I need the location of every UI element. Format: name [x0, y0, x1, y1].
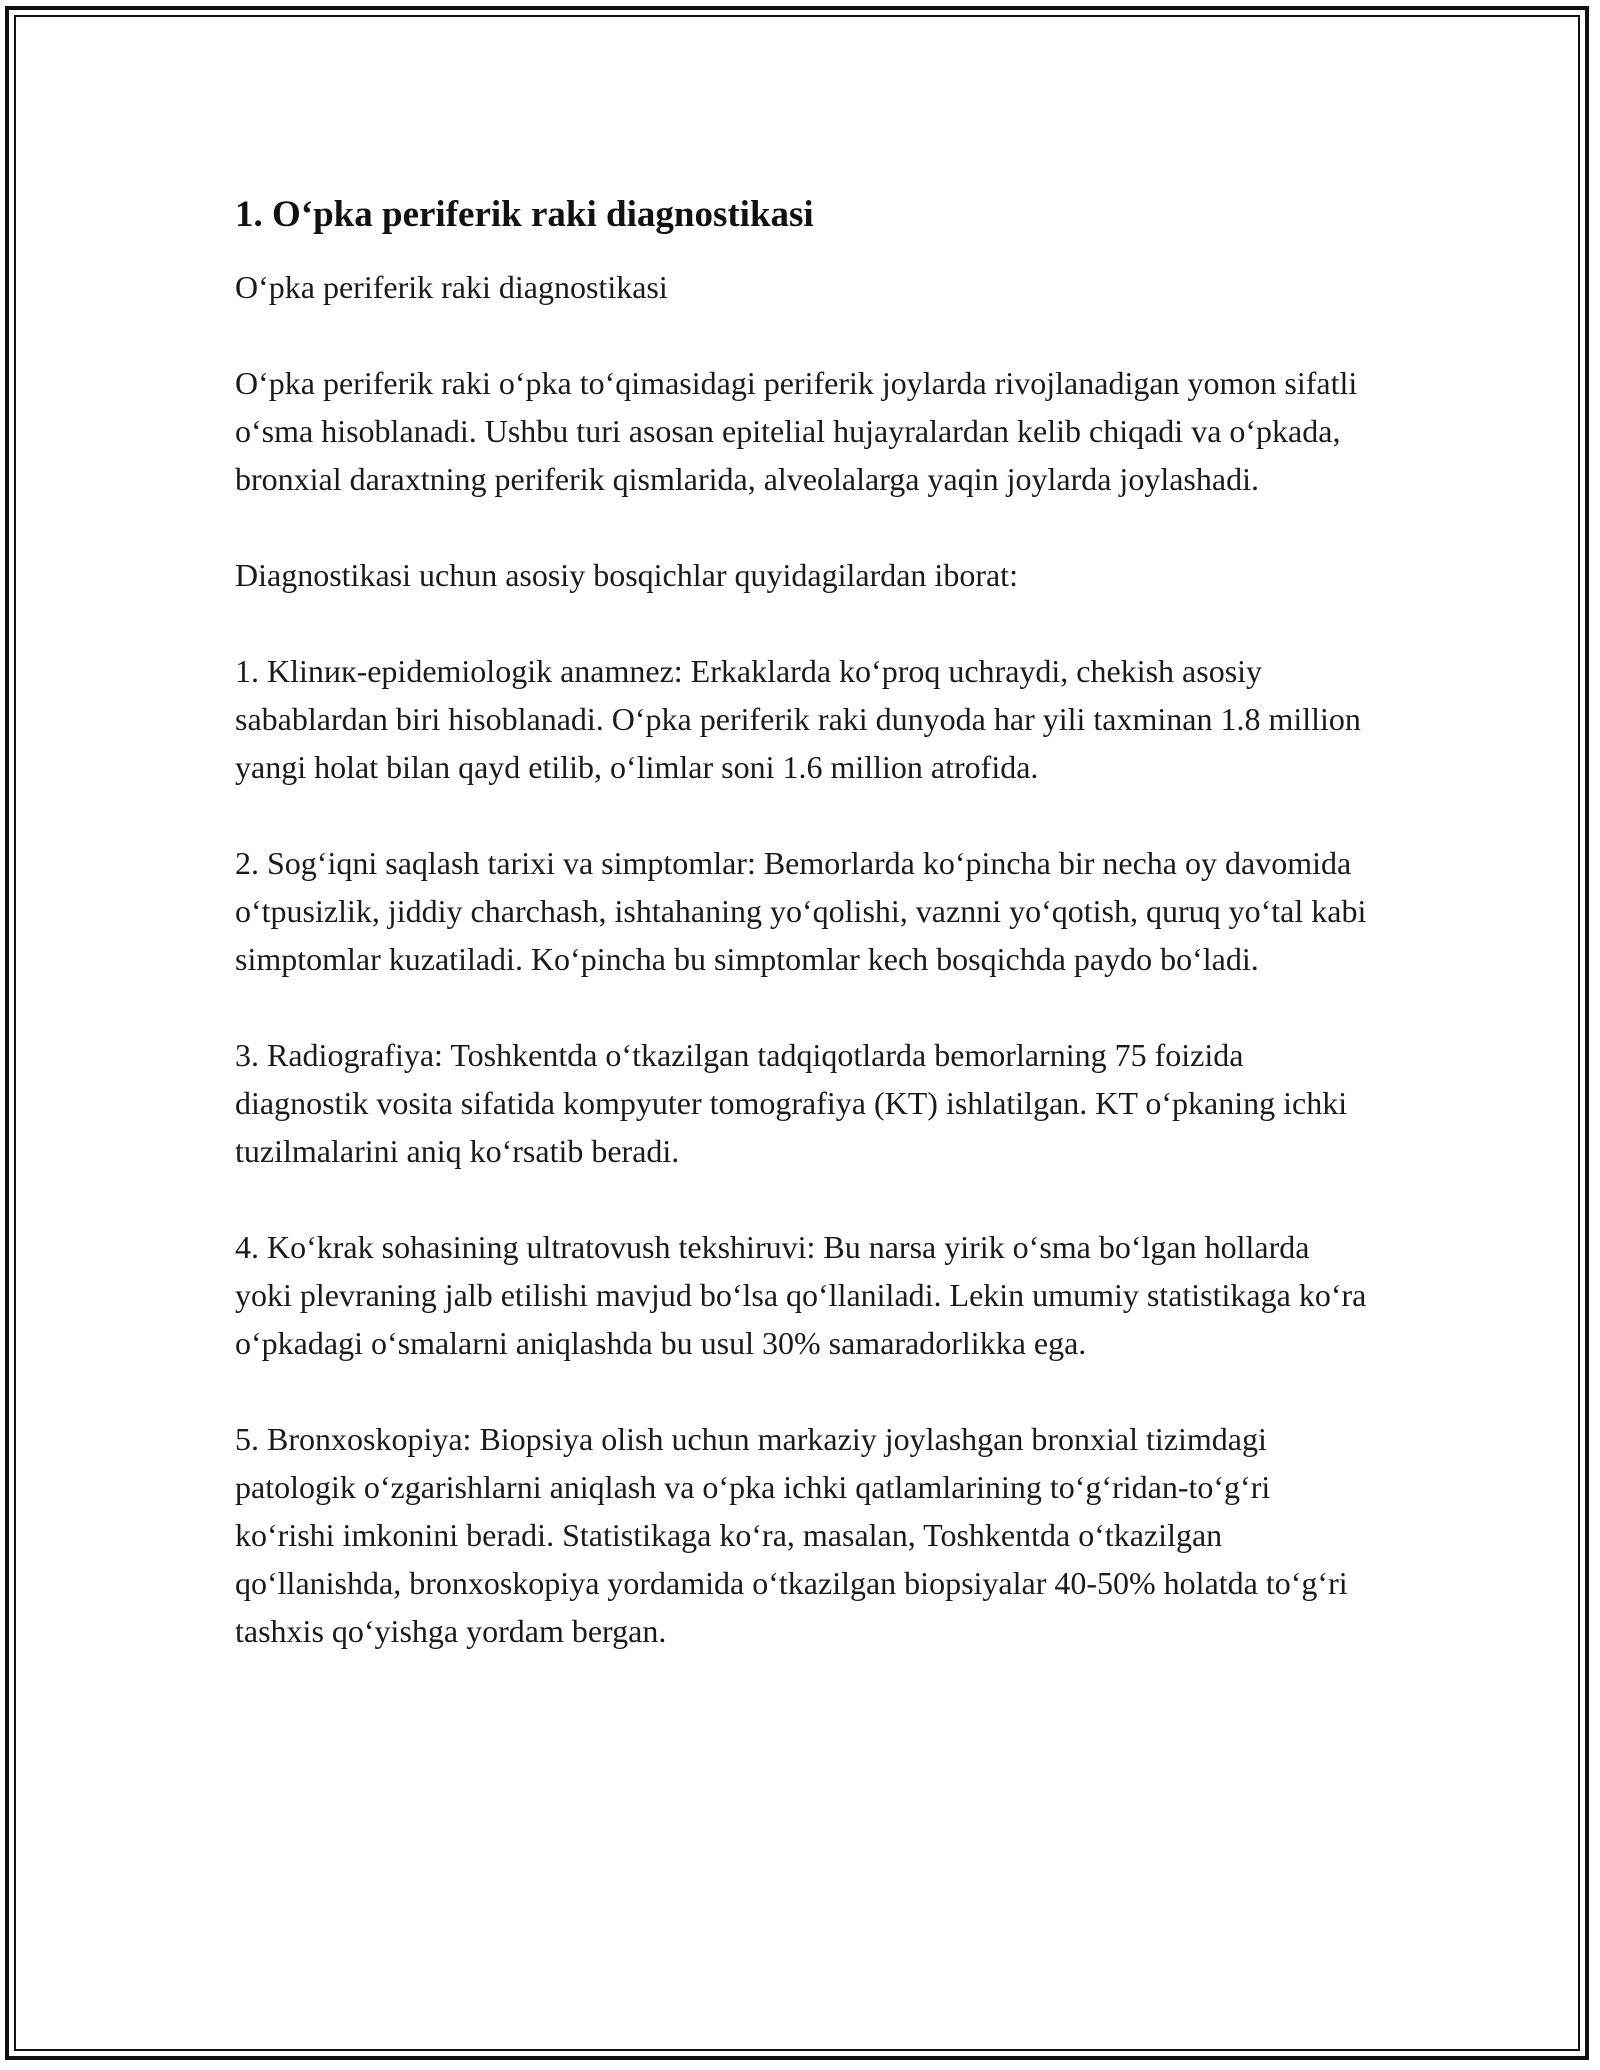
lead-paragraph: Diagnostikasi uchun asosiy bosqichlar quyidagilardan iborat: — [235, 557, 1018, 593]
section-heading: 1. O‘pka periferik raki diagnostikasi — [235, 194, 814, 235]
list-item-ultrasound: 4. Ko‘krak sohasining ultratovush tekshiruvi: Bu narsa yirik o‘sma bo‘lgan hollarda yoki plevraning jalb etilishi mavjud bo‘lsa qo‘llaniladi. Lekin umumiy statistikaga ko‘ra o‘pkadagi o‘smalarni aniqlashda bu usul 30% samaradorlikka ega. — [235, 1229, 1367, 1361]
list-item-bronchoscopy: 5. Bronxoskopiya: Biopsiya olish uchun markaziy joylashgan bronxial tizimdagi patologik o‘zgarishlarni aniqlash va o‘pka ichki qatlamlarining to‘g‘ridan-to‘g‘ri ko‘rishi imkonini beradi. Statistikaga ko‘ra, masalan, Toshkentda o‘tkazilgan qo‘llanishda, bronxoskopiya yordamida o‘tkazilgan biopsiyalar 40-50% holatda to‘g‘ri tashxis qo‘yishga yordam bergan. — [235, 1421, 1348, 1649]
list-item-anamnesis: 1. Klinик-epidemiologik anamnez: Erkaklarda ko‘proq uchraydi, chekish asosiy sabablardan biri hisoblanadi. O‘pka periferik raki dunyoda har yili taxminan 1.8 million yangi holat bilan qayd etilib, o‘limlar soni 1.6 million atrofida. — [235, 653, 1361, 785]
list-item-radiography: 3. Radiografiya: Toshkentda o‘tkazilgan tadqiqotlarda bemorlarning 75 foizida diagnostik vosita sifatida kompyuter tomografiya (KT) ishlatilgan. KT o‘pkaning ichki tuzilmalarini aniq ko‘rsatib beradi. — [235, 1037, 1348, 1169]
intro-paragraph: O‘pka periferik raki o‘pka to‘qimasidagi periferik joylarda rivojlanadigan yomon sifatli o‘sma hisoblanadi. Ushbu turi asosan epitelial hujayralardan kelib chiqadi va o‘pkada, bronxial daraxtning periferik qismlarida, alveolalarga yaqin joylarda joylashadi. — [235, 365, 1358, 497]
list-item-symptoms: 2. Sog‘iqni saqlash tarixi va simptomlar: Bemorlarda ko‘pincha bir necha oy davomida o‘tpusizlik, jiddiy charchash, ishtahaning yo‘qolishi, vaznni yo‘qotish, quruq yo‘tal kabi simptomlar kuzatiladi. Ko‘pincha bu simptomlar kech bosqichda paydo bo‘ladi. — [235, 845, 1367, 977]
section-subtitle: O‘pka periferik raki diagnostikasi — [235, 269, 668, 305]
document-body — [235, 187, 1370, 1703]
